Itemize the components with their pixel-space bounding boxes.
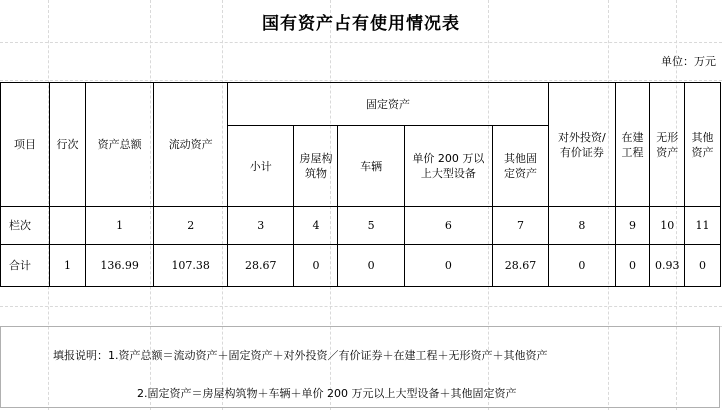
- column-index-cell: 8: [549, 207, 615, 245]
- total-cell: 28.67: [228, 245, 294, 287]
- header-investment: [549, 83, 615, 207]
- header-other-fixed-line2: 定资产: [503, 167, 537, 180]
- header-investment-line2: 有价证券: [559, 145, 604, 159]
- header-intangible-line1: 无形: [656, 130, 679, 144]
- header-buildings-line1: 房屋构: [299, 152, 333, 165]
- column-index-label: 栏次: [1, 207, 50, 245]
- column-index-cell: 10: [650, 207, 685, 245]
- note-line-2: 2.固定资产＝房屋构筑物＋车辆＋单价 200 万元以上大型设备＋其他固定资产: [137, 387, 517, 400]
- header-intangible: [650, 83, 685, 207]
- column-index-cell: 4: [294, 207, 338, 245]
- header-construction-line2: 工程: [621, 145, 644, 159]
- total-cell: 0: [404, 245, 492, 287]
- filling-notes: [0, 326, 720, 408]
- page-title: 国有资产占有使用情况表: [262, 13, 460, 34]
- note-line-1: 填报说明：1.资产总额＝流动资产＋固定资产＋对外投资／有价证券＋在建工程＋无形资产＋其他资产: [53, 349, 548, 362]
- column-index-cell: 5: [338, 207, 404, 245]
- column-index-cell: 9: [615, 207, 650, 245]
- header-other-assets-line2: 资产: [691, 145, 714, 159]
- total-row: [1, 245, 721, 287]
- header-large-equipment-line1: 单价 200 万以: [412, 152, 485, 165]
- total-cell: 0.93: [650, 245, 685, 287]
- header-investment-line1: 对外投资/: [557, 130, 606, 144]
- header-row-1: [1, 83, 721, 126]
- header-other-assets: [685, 83, 721, 207]
- column-index-cell: 3: [228, 207, 294, 245]
- header-other-assets-line1: 其他: [691, 130, 714, 144]
- header-vehicles: 车辆: [338, 126, 404, 207]
- header-buildings: [294, 126, 338, 207]
- header-buildings-line2: 筑物: [304, 167, 327, 180]
- header-construction-line1: 在建: [621, 130, 644, 144]
- header-total-assets: 资产总额: [85, 83, 154, 207]
- total-label: 合计: [1, 245, 50, 287]
- total-cell: 0: [615, 245, 650, 287]
- column-index-cell: 2: [154, 207, 228, 245]
- total-row-no: 1: [50, 245, 86, 287]
- total-cell: 0: [294, 245, 338, 287]
- header-fixed-subtotal: 小计: [228, 126, 294, 207]
- grid-line: [0, 306, 722, 307]
- header-current-assets: 流动资产: [154, 83, 228, 207]
- header-row-no: 行次: [50, 83, 86, 207]
- column-index-cell: 1: [85, 207, 154, 245]
- asset-table: [0, 82, 721, 287]
- total-cell: 136.99: [85, 245, 154, 287]
- total-cell: 0: [549, 245, 615, 287]
- header-fixed-assets-group: 固定资产: [228, 83, 549, 126]
- column-index-row-no: [50, 207, 86, 245]
- header-construction: [615, 83, 650, 207]
- total-cell: 107.38: [154, 245, 228, 287]
- total-cell: 0: [685, 245, 721, 287]
- total-cell: 0: [338, 245, 404, 287]
- column-index-cell: 7: [492, 207, 548, 245]
- column-index-cell: 6: [404, 207, 492, 245]
- column-index-cell: 11: [685, 207, 721, 245]
- unit-label: 单位：万元: [661, 55, 716, 68]
- grid-line: [0, 80, 722, 81]
- column-index-row: [1, 207, 721, 245]
- header-other-fixed-line1: 其他固: [503, 152, 537, 165]
- header-other-fixed: [492, 126, 548, 207]
- header-large-equipment-line2: 上大型设备: [420, 167, 476, 180]
- header-intangible-line2: 资产: [656, 145, 679, 159]
- header-item: 项目: [1, 83, 50, 207]
- grid-line: [0, 42, 722, 43]
- header-large-equipment: [404, 126, 492, 207]
- total-cell: 28.67: [492, 245, 548, 287]
